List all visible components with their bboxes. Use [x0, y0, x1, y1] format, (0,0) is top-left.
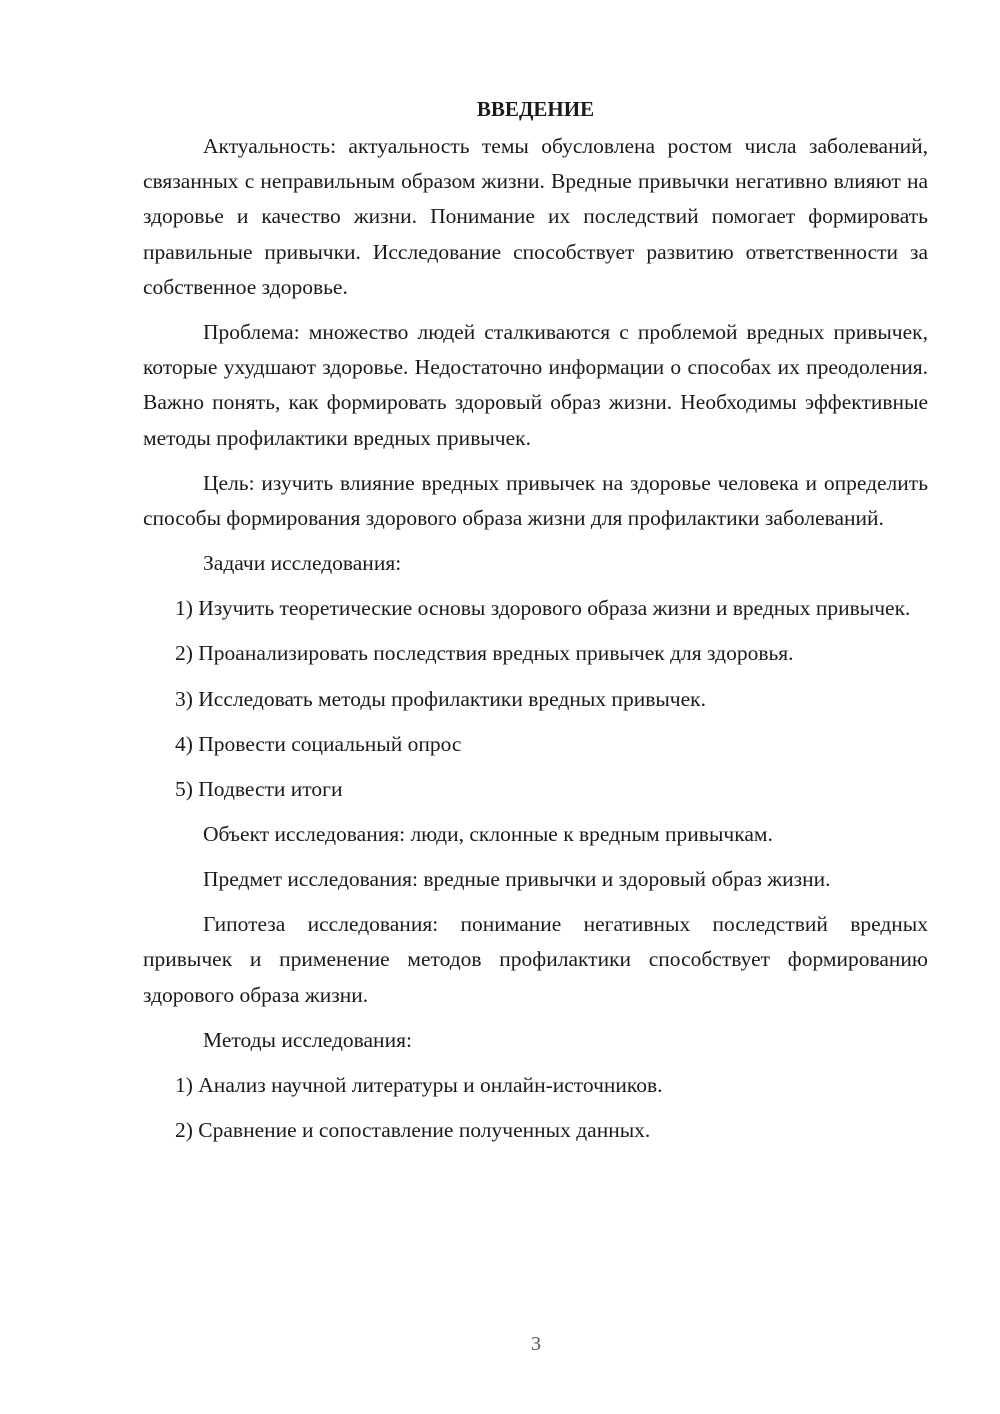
list-item: 1) Изучить теоретические основы здорового образа жизни и вредных привычек. — [175, 596, 911, 621]
tasks-heading: Задачи исследования: — [203, 551, 402, 576]
relevance-paragraph: Актуальность: актуальность темы обусловлена ростом числа заболеваний, связанных с неправильным образом жизни. Вредные привычки негативно влияют на здоровье и качество жизни. Понимание их последствий помогает формировать правильные привычки. Исследование способствует развитию ответственности за собственное здоровье. — [143, 134, 928, 299]
subject-paragraph: Предмет исследования: вредные привычки и здоровый образ жизни. — [203, 867, 831, 892]
list-item: 2) Проанализировать последствия вредных привычек для здоровья. — [175, 641, 794, 666]
hypothesis-paragraph: Гипотеза исследования: понимание негативных последствий вредных привычек и применение методов профилактики способствует формированию здорового образа жизни. — [143, 912, 928, 1007]
list-item: 4) Провести социальный опрос — [175, 731, 462, 756]
object-paragraph: Объект исследования: люди, склонные к вредным привычкам. — [203, 822, 773, 847]
goal-paragraph: Цель: изучить влияние вредных привычек на здоровье человека и определить способы формирования здорового образа жизни для профилактики заболеваний. — [143, 470, 928, 531]
section-title: ВВЕДЕНИЕ — [476, 97, 595, 121]
page-number: 3 — [531, 1333, 541, 1355]
page-content — [143, 94, 928, 1158]
methods-list — [143, 1068, 928, 1148]
list-item: 5) Подвести итоги — [175, 777, 343, 802]
methods-heading: Методы исследования: — [203, 1027, 412, 1052]
tasks-list — [143, 591, 928, 807]
list-item: 2) Сравнение и сопоставление полученных данных. — [175, 1118, 651, 1143]
list-item: 1) Анализ научной литературы и онлайн-источников. — [175, 1072, 663, 1097]
list-item: 3) Исследовать методы профилактики вредных привычек. — [175, 686, 706, 711]
problem-paragraph: Проблема: множество людей сталкиваются с проблемой вредных привычек, которые ухудшают здоровье. Недостаточно информации о способах их преодоления. Важно понять, как формировать здоровый образ жизни. Необходимы эффективные методы профилактики вредных привычек. — [143, 320, 928, 450]
